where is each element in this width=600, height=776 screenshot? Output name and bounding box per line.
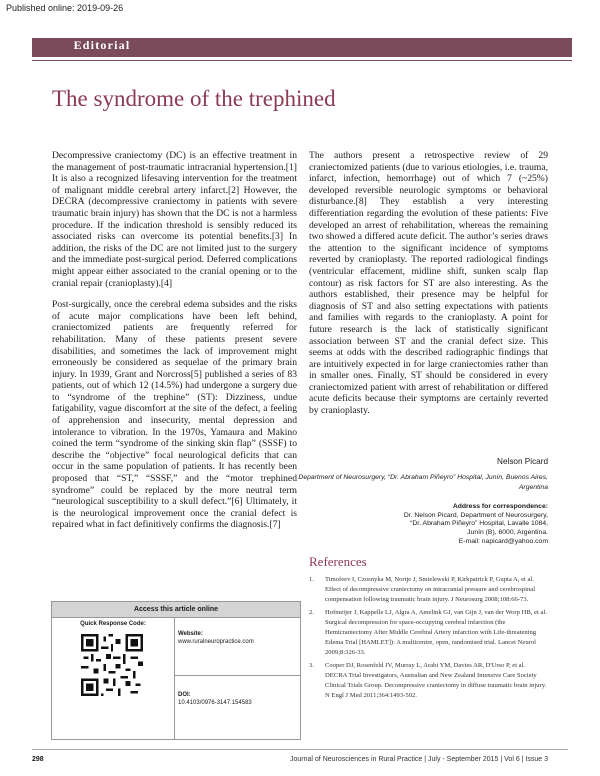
website-label: Website: [178, 631, 203, 637]
header-divider [32, 60, 572, 61]
left-paragraph-1: Decompressive craniectomy (DC) is an effective treatment in the management of post-traumatic intracranial hypertension.[1] It is also a recognized lifesaving intervention for the treatment of malignant middle cerebral artery infarct.[2] However, the DECRA (decompressive craniectomy in patients with severe traumatic brain injury) has shown that the DC is not a harmless procedure. If the indication threshold is sensibly reduced its associated risks can overcome its potential benefits.[3] In addition, the risks of the DC are not limited just to the surgery and the immediate post-surgical period. Deferred complications might appear either associated to the cranial opening or to the cranial repair (cranioplasty).[4] [52, 150, 297, 289]
website-cell [175, 618, 300, 676]
published-date: Published online: 2019-09-26 [6, 3, 124, 13]
reference-number: 1. [309, 576, 314, 583]
article-title: The syndrome of the trephined [52, 86, 336, 111]
journal-info: Journal of Neurosciences in Rural Practice | July - September 2015 | Vol 6 | Issue 3 [290, 756, 548, 763]
reference-item [309, 608, 548, 657]
doi-label: DOI: [178, 692, 191, 698]
qr-cell [52, 618, 175, 739]
correspondence-heading: Address for correspondence: [452, 503, 548, 510]
footer-divider [32, 749, 568, 750]
reference-text: Cooper DJ, Rosenfeld JV, Murray L, Arabi YM, Davies AR, D'Urso P, et al. DECRA Trial Investigators, Australian and New Zealand Intensive Care Society Clinical Trials Group. Decompressive craniectomy in diffuse traumatic brain injury. N Engl J Med 2011;364:1493-502. [325, 662, 547, 699]
doi-link[interactable]: 10.4103/0976-3147.154583 [178, 700, 252, 706]
access-heading: Access this article online [52, 602, 300, 618]
page-number: 298 [32, 756, 44, 763]
correspondence-line: Dr. Nelson Picard, Department of Neurosurgery, [403, 511, 548, 519]
access-article-box [51, 601, 301, 740]
category-label: Editorial [73, 38, 131, 52]
access-info-cell [175, 618, 300, 739]
reference-item [309, 575, 548, 604]
right-column [309, 150, 548, 427]
correspondence-block [298, 503, 548, 547]
qr-code-icon[interactable] [81, 634, 143, 696]
author-affiliation: Department of Neurosurgery, “Dr. Abraham Piñeyro” Hospital, Junín, Buenos Aires, Argentina [298, 474, 548, 491]
left-column [52, 150, 297, 541]
reference-number: 2. [309, 609, 314, 617]
references-list [309, 575, 548, 705]
author-name: Nelson Picard [497, 457, 548, 466]
website-link[interactable]: www.ruralneuropractice.com [178, 639, 254, 645]
references-heading: References [309, 554, 367, 569]
doi-cell [175, 677, 300, 739]
reference-number: 3. [309, 662, 314, 670]
correspondence-email[interactable]: E-mail: napicard@yahoo.com [458, 537, 548, 545]
left-paragraph-2: Post-surgically, once the cerebral edema subsides and the risks of acute major complications have been left behind, craniectomized patients are frequently referred for rehabilitation. Many of these patients present severe disabilities, and sometimes the lack of improvement might erroneously be considered as sequelae of the primary brain injury. In 1939, Grant and Norcross[5] published a series of 83 patients, out of which 12 (14.5%) had undergone a surgery due to “syndrome of the trephine” (ST): Dizziness, undue fatigability, vague discomfort at the site of the defect, a feeling of apprehension and insecurity, mental depression and intolerance to vibration. In the 1970s, Yamaura and Makino coined the term “syndrome of the sinking skin flap” (SSSF) to describe the “objective” focal neurological deficits that can occur in the same population of patients. It has recently been proposed that “ST,” “SSSF,” and the “motor trephined syndrome” could be replaced by the more neutral term “neurological susceptibility to a skull defect.”[6] Ultimately, it is the neurological improvement once the cranial defect is repaired what in fact definitively confirms the diagnosis.[7] [52, 299, 297, 531]
reference-item [309, 661, 548, 700]
reference-text: Hofmeijer J, Kappelle LJ, Algra A, Amelink GJ, van Gijn J, van der Worp HB, et al. Surgical decompression for space-occupying cerebral infarction (the Hemicraniectomy After Middle Cerebral Artery infarction with Life-threatening Edema Trial [HAMLET]): A multicentre, open, randomised trial. Lancet Neurol 2009;8:326-33. [325, 609, 547, 656]
correspondence-line: Junín (B), 6000, Argentina. [467, 529, 548, 537]
correspondence-line: “Dr. Abraham Piñeyro” Hospital, Lavalle 1084, [410, 520, 548, 528]
category-bar [32, 38, 572, 57]
reference-text: Timofeev I, Czosnyka M, Nortje J, Smielewski P, Kirkpatrick P, Gupta A, et al. Effect of decompressive craniectomy on intracranial pressure and cerebrospinal compensation following traumatic brain injury. J Neurosurg 2008;108:66-73. [325, 576, 536, 603]
right-paragraph-1: The authors present a retrospective review of 29 craniectomized patients (due to various etiologies, i.e. trauma, infarct, infection, hemorrhage) out of which 7 (~25%) developed reversible neurologic symptoms or behavioral disturbance.[8] They establish a very interesting differentiation regarding the evolution of these patients: Five developed an arrest of rehabilitation, whereas the remaining two showed a differed acute deficit. The author’s series draws the attention to the significant incidence of symptoms reverted by cranioplasty. The reported radiological findings (ventricular effacement, midline shift, sunken scalp flap contour) as risk factors for ST are also interesting. As the authors established, their presence may be helpful for diagnosis of ST and also setting expectations with patients and families with regards to the cranioplasty. A point for future research is the lack of statistically significant association between ST and the cranial defect size. This seems at odds with the described radiographic findings that are intuitively expected in for large craniectomies rather than in smaller ones. Finally, ST should be considered in every craniectomized patient with arrest of rehabilitation or differed acute deficits because their symptoms are certainly reverted by cranioplasty. [309, 150, 548, 417]
qr-label: Quick Response Code: [80, 621, 146, 627]
